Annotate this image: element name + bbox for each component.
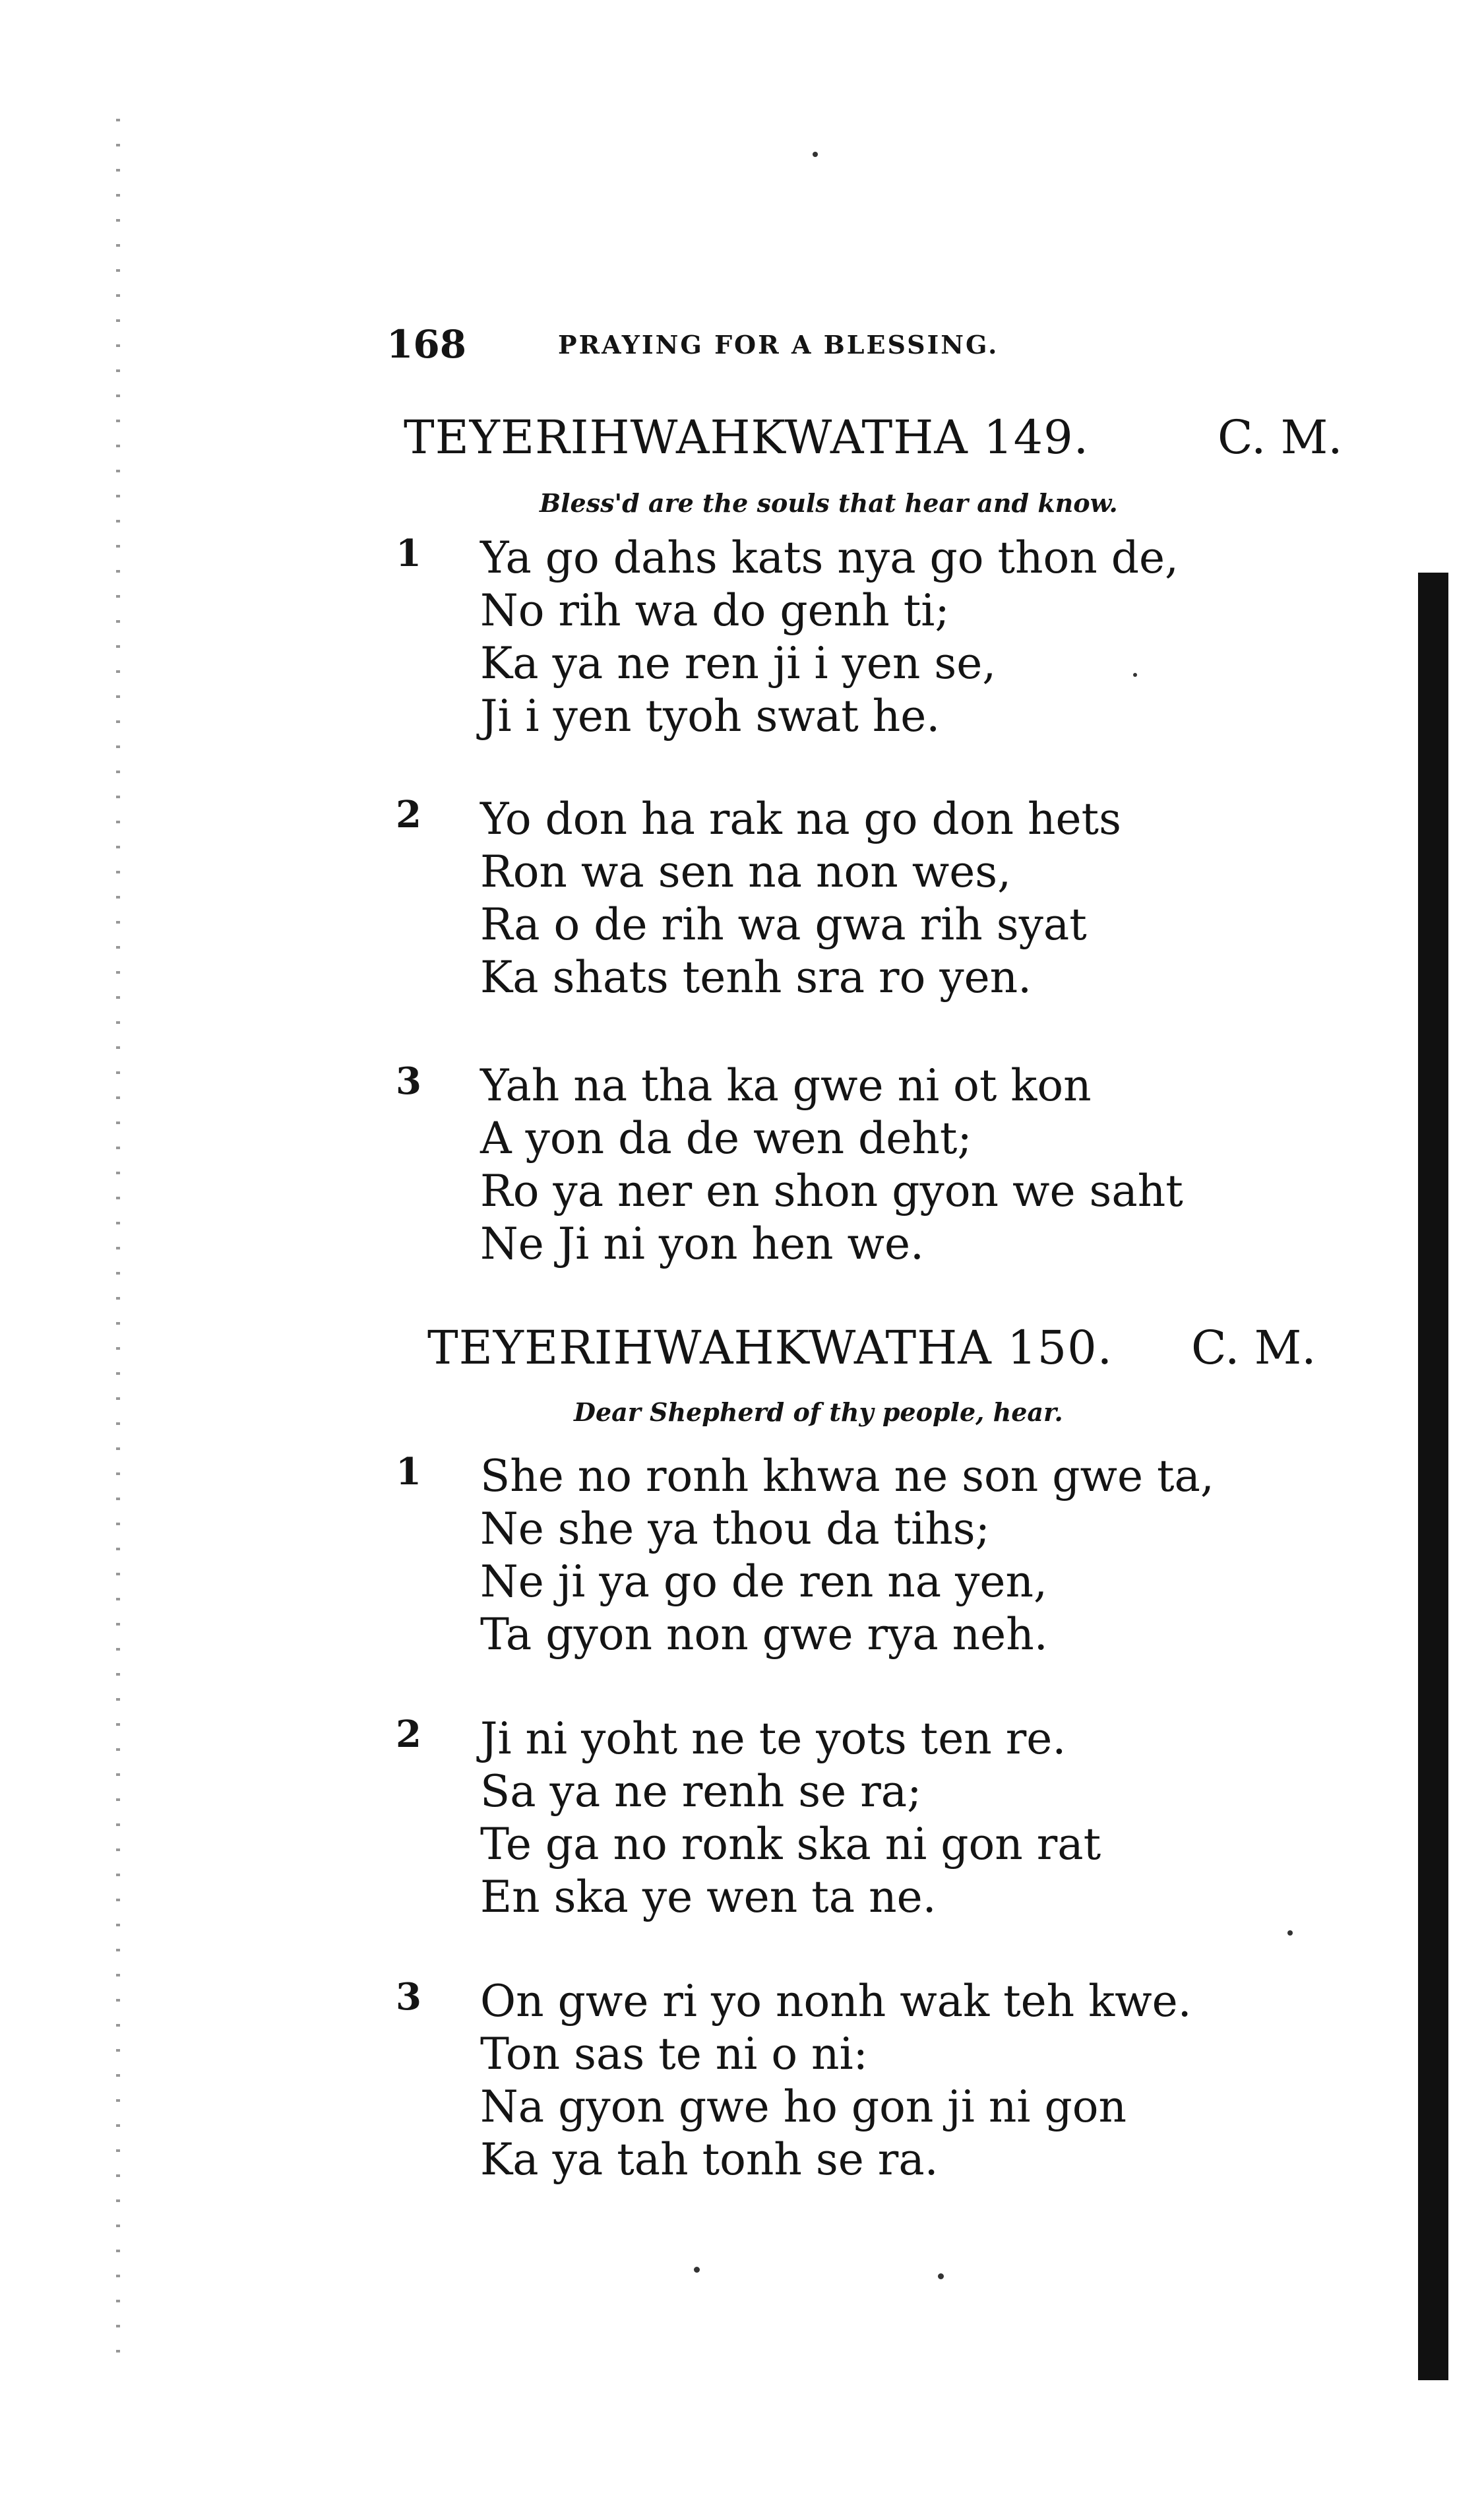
verse-line: Ne she ya thou da tihs; xyxy=(480,1503,990,1554)
verse-line: A yon da de wen deht; xyxy=(480,1113,972,1164)
running-title: PRAYING FOR A BLESSING. xyxy=(558,330,999,360)
hymn-meter: C. M. xyxy=(1191,1321,1316,1375)
scan-speck xyxy=(813,152,818,157)
verse-line: Ji i yen tyoh swat he. xyxy=(480,691,941,742)
verse-line: Yo don ha rak na go don hets xyxy=(480,794,1121,844)
verse-line: Ne ji ya go de ren na yen, xyxy=(480,1556,1047,1607)
running-head xyxy=(386,322,1165,367)
scan-speck xyxy=(938,2273,944,2279)
verse-number: 1 xyxy=(396,1450,421,1494)
verse-line: Sa ya ne renh se ra; xyxy=(480,1766,922,1817)
verse-number: 2 xyxy=(396,793,421,837)
page-edge-shadow xyxy=(1418,573,1448,2380)
verse-line: Ro ya ner en shon gyon we saht xyxy=(480,1166,1183,1216)
hymn-meter: C. M. xyxy=(1218,410,1343,464)
hymn-first-line: Dear Shepherd of thy people, hear. xyxy=(574,1397,1063,1427)
verse-line: Ra o de rih wa gwa rih syat xyxy=(480,899,1087,950)
verse-line: Ji ni yoht ne te yots ten re. xyxy=(480,1713,1067,1764)
verse-line: Ka shats tenh sra ro yen. xyxy=(480,952,1032,1003)
binding-edge-marks xyxy=(116,119,120,2362)
verse-number: 3 xyxy=(396,1975,421,2019)
verse-line: Na gyon gwe ho gon ji ni gon xyxy=(480,2081,1127,2132)
scan-speck xyxy=(1287,1930,1293,1936)
verse-line: Yah na tha ka gwe ni ot kon xyxy=(480,1060,1092,1111)
page-number: 168 xyxy=(386,322,467,367)
verse-line: Ton sas te ni o ni: xyxy=(480,2029,868,2079)
verse-line: Ka ya ne ren ji i yen se, xyxy=(480,638,997,689)
scan-speck xyxy=(694,2267,700,2273)
verse-line: En ska ye wen ta ne. xyxy=(480,1872,937,1922)
verse-line: On gwe ri yo nonh wak teh kwe. xyxy=(480,1976,1192,2027)
verse-line: Ka ya tah tonh se ra. xyxy=(480,2134,939,2185)
verse-number: 1 xyxy=(396,532,421,575)
verse-number: 3 xyxy=(396,1059,421,1103)
verse-number: 2 xyxy=(396,1713,421,1756)
hymn-heading: TEYERIHWAHKWATHA 149. xyxy=(404,410,1089,464)
verse-line: Te ga no ronk ska ni gon rat xyxy=(480,1819,1101,1870)
verse-line: Ron wa sen na non wes, xyxy=(480,846,1012,897)
verse-line: Ta gyon non gwe rya neh. xyxy=(480,1609,1048,1660)
hymn-heading: TEYERIHWAHKWATHA 150. xyxy=(427,1321,1113,1375)
verse-line: Ya go dahs kats nya go thon de, xyxy=(480,532,1179,583)
hymn-first-line: Bless'd are the souls that hear and know. xyxy=(540,488,1118,518)
verse-line: She no ronh khwa ne son gwe ta, xyxy=(480,1451,1214,1501)
verse-line: Ne Ji ni yon hen we. xyxy=(480,1218,925,1269)
verse-line: No rih wa do genh ti; xyxy=(480,585,950,636)
